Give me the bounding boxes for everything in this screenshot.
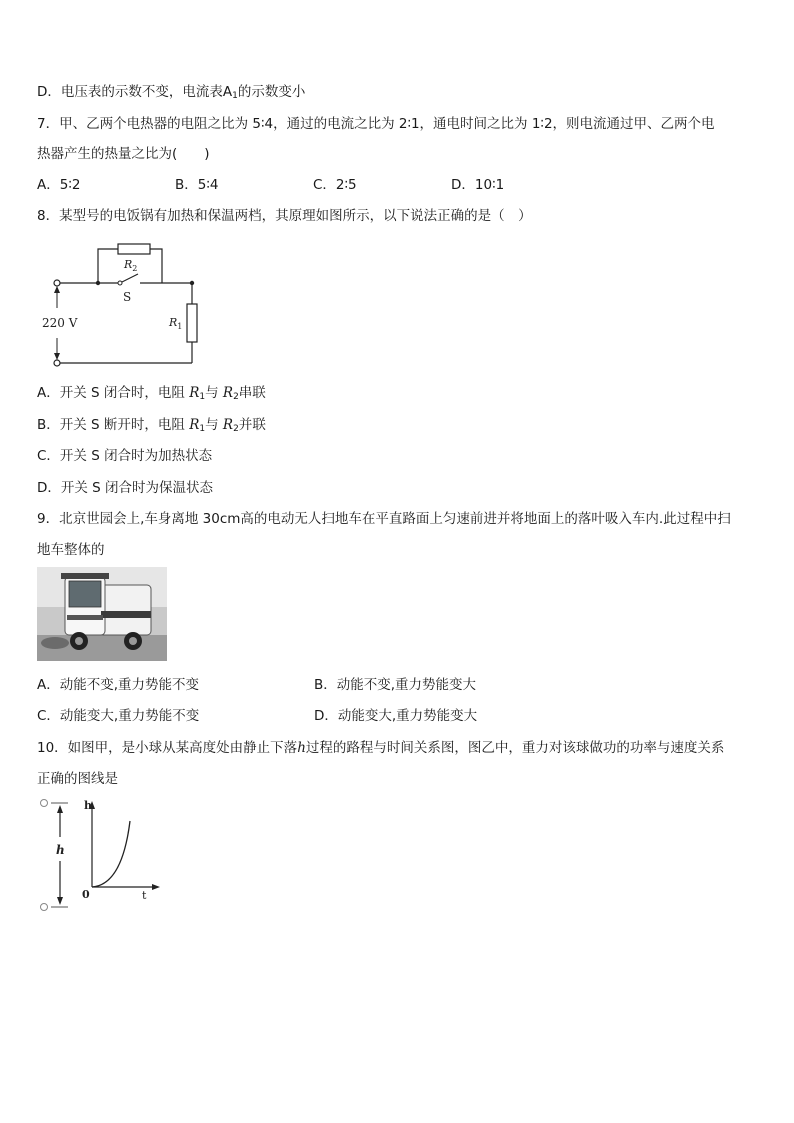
q7-option-b: B．5∶4 bbox=[175, 177, 219, 193]
q6-option-d: D．电压表的示数不变，电流表$A_1$的示数变小 bbox=[37, 84, 306, 101]
resistor-r1 bbox=[187, 304, 197, 342]
switch-contact bbox=[118, 281, 122, 285]
q9-option-d: D．动能变大,重力势能变大 bbox=[314, 708, 478, 724]
q9-option-b: B．动能不变,重力势能变大 bbox=[314, 677, 477, 693]
q9-stem-line1: 9．北京世园会上,车身离地 30cm高的电动无人扫地车在平直路面上匀速前进并将地面上的落叶吸入车内.此过程中扫 bbox=[37, 511, 731, 527]
q8-option-d: D．开关 S 闭合时为保温状态 bbox=[37, 480, 214, 496]
q10-stem-line2: 正确的图线是 bbox=[37, 771, 118, 787]
h-t-curve bbox=[92, 821, 130, 887]
q9-stem-line2: 地车整体的 bbox=[37, 542, 105, 558]
r2-label: $R_2$ bbox=[124, 258, 138, 273]
resistor-r2 bbox=[118, 244, 150, 254]
q8-stem: 8．某型号的电饭锅有加热和保温两档，其原理如图所示，以下说法正确的是（ ） bbox=[37, 208, 532, 224]
q10-figure-jia bbox=[34, 795, 166, 915]
q9-option-c: C．动能变大,重力势能不变 bbox=[37, 708, 200, 724]
q7-stem-line1: 7．甲、乙两个电热器的电阻之比为 5∶4，通过的电流之比为 2∶1，通电时间之比为 1∶2，则电流通过甲、乙两个电 bbox=[37, 116, 715, 132]
q7-option-c: C．2∶5 bbox=[313, 177, 357, 193]
height-label: h bbox=[56, 843, 65, 857]
q7-option-a: A．5∶2 bbox=[37, 177, 81, 193]
q10-stem-line1: 10．如图甲，是小球从某高度处由静止下落h过程的路程与时间关系图，图乙中，重力对该球做功的功率与速度关系 bbox=[37, 740, 725, 756]
bottom-terminal bbox=[54, 360, 60, 366]
origin-label: 0 bbox=[82, 888, 90, 901]
ball-bottom bbox=[41, 904, 48, 911]
switch-label: S bbox=[123, 290, 132, 304]
switch-s bbox=[122, 274, 138, 282]
y-axis-label: h bbox=[84, 799, 92, 812]
x-axis-label: t bbox=[142, 889, 147, 902]
q7-option-d: D．10∶1 bbox=[451, 177, 505, 193]
arrow-up-icon bbox=[54, 286, 60, 293]
voltage-label: 220 V bbox=[42, 316, 78, 330]
top-terminal bbox=[54, 280, 60, 286]
q8-option-c: C．开关 S 闭合时为加热状态 bbox=[37, 448, 213, 464]
q8-circuit-diagram bbox=[36, 236, 216, 370]
r1-label: $R_1$ bbox=[169, 316, 183, 331]
q9-option-a: A．动能不变,重力势能不变 bbox=[37, 677, 200, 693]
arrow-up-icon bbox=[57, 805, 63, 813]
q7-stem-line2: 热器产生的热量之比为( ) bbox=[37, 146, 210, 162]
arrow-down-icon bbox=[57, 897, 63, 905]
ball-top bbox=[41, 800, 48, 807]
q8-option-b: B．开关 S 断开时，电阻 $R_1$与 $R_2$并联 bbox=[37, 417, 266, 434]
arrow-down-icon bbox=[54, 353, 60, 360]
x-axis-arrow-icon bbox=[152, 884, 160, 890]
q8-option-a: A．开关 S 闭合时，电阻 $R_1$与 $R_2$串联 bbox=[37, 385, 266, 402]
street-sweeper-photo bbox=[37, 567, 167, 661]
